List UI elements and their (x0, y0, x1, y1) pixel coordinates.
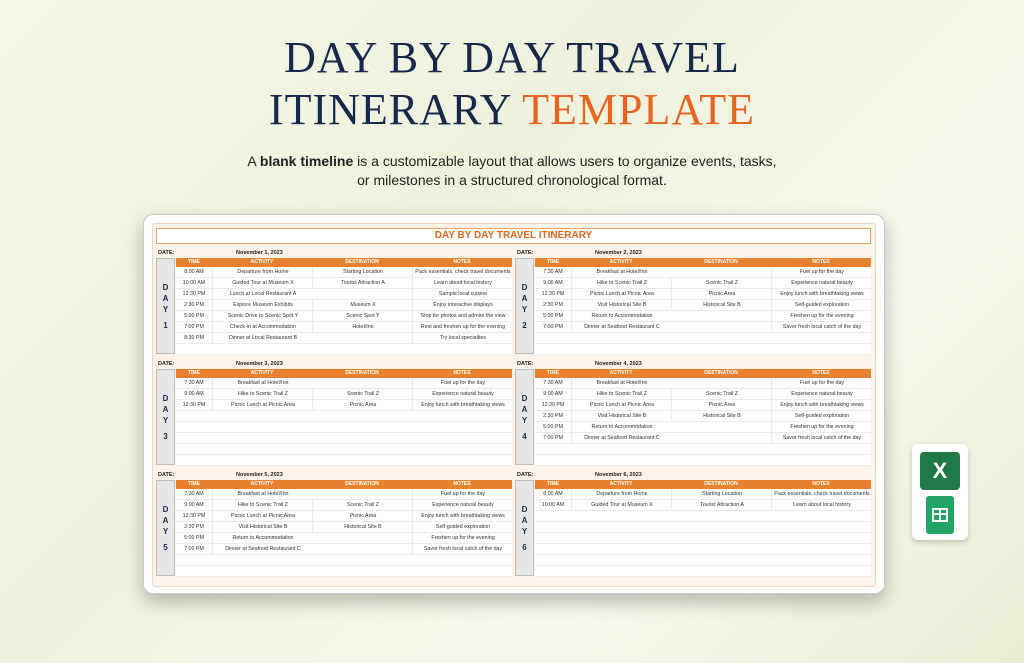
table-cell[interactable]: Freshen up for the evening (771, 311, 872, 322)
table-cell[interactable]: Dinner at Local Restaurant B (212, 333, 313, 344)
table-cell[interactable]: Experience natural beauty (771, 278, 872, 289)
table-row (535, 500, 871, 511)
table-cell[interactable]: 7:00 PM (184, 324, 204, 330)
table-row (535, 433, 871, 444)
table-cell[interactable]: 2:30 PM (184, 302, 204, 308)
day-letter: D (162, 504, 169, 514)
table-row (176, 322, 512, 333)
table-cell[interactable]: Explore Museum Exhibits (212, 300, 313, 311)
table-cell[interactable]: Pack essentials, check travel documents (771, 489, 872, 500)
table-cell[interactable]: 12:30 PM (182, 402, 206, 408)
table-cell[interactable]: Picnic Lunch at Picnic Area (212, 511, 313, 522)
table-cell[interactable]: Hike to Scenic Trail Z (212, 389, 313, 400)
app-logos (912, 444, 968, 540)
table-cell[interactable]: 9:00 AM (184, 391, 204, 397)
day-letter: D (521, 282, 528, 292)
table-cell[interactable]: Hotel/Inn (312, 322, 413, 333)
table-cell[interactable]: Enjoy lunch with breathtaking views (412, 400, 513, 411)
table-cell[interactable]: Visit Historical Site B (212, 522, 313, 533)
day-letter: Y (521, 526, 528, 536)
table-row (535, 289, 871, 300)
table-cell[interactable]: Savor fresh local catch of the day (771, 433, 872, 444)
table-row (535, 400, 871, 411)
table-header (535, 369, 871, 378)
table-cell[interactable]: Historical Site B (671, 411, 772, 422)
table-row (176, 489, 512, 500)
table-cell[interactable]: Museum X (312, 300, 413, 311)
table-row (176, 267, 512, 278)
table-row (176, 500, 512, 511)
title-itinerary: ITINERARY (268, 85, 511, 134)
table-body (176, 489, 512, 577)
table-row (176, 278, 512, 289)
day-block-3 (156, 359, 512, 466)
date-label: DATE: (517, 361, 534, 367)
table-cell[interactable]: Historical Site B (312, 522, 413, 533)
table-row (535, 411, 871, 422)
table-cell[interactable]: Picnic Lunch at Picnic Area (212, 400, 313, 411)
day-block-2 (515, 248, 871, 355)
day-number: 3 (163, 431, 168, 441)
table-row (535, 455, 871, 466)
table-cell[interactable]: Dinner at Seafood Restaurant C (571, 322, 672, 333)
table-header (535, 258, 871, 267)
date-label: DATE: (517, 250, 534, 256)
table-row (535, 333, 871, 344)
table-row (535, 533, 871, 544)
table-row (176, 389, 512, 400)
table-row (535, 555, 871, 566)
table-cell[interactable]: Dinner at Seafood Restaurant C (571, 433, 672, 444)
table-cell[interactable]: Picnic Area (671, 400, 772, 411)
table-row (176, 555, 512, 566)
day-label (515, 258, 534, 354)
table-cell[interactable]: Visit Historical Site B (571, 411, 672, 422)
table-cell[interactable]: 9:00 AM (543, 391, 563, 397)
column-header: ACTIVITY (609, 259, 633, 265)
table-cell[interactable]: Scenic Trail Z (312, 500, 413, 511)
table-cell[interactable]: 7:30 AM (184, 491, 204, 497)
table-cell[interactable]: Enjoy lunch with breathtaking views (771, 289, 872, 300)
table-cell[interactable]: 12:30 PM (182, 291, 206, 297)
day-block-1 (156, 248, 512, 355)
column-header: TIME (547, 259, 559, 265)
table-cell[interactable]: Picnic Area (671, 289, 772, 300)
date-value[interactable]: November 1, 2023 (236, 250, 283, 256)
table-row (535, 489, 871, 500)
table-cell[interactable]: Lunch at Local Restaurant A (212, 289, 313, 300)
day-letter: A (162, 293, 169, 303)
table-cell[interactable]: Guided Tour at Museum X (571, 500, 672, 511)
table-cell[interactable]: Freshen up for the evening (771, 422, 872, 433)
table-cell[interactable]: Fuel up for the day (771, 267, 872, 278)
column-header: ACTIVITY (609, 370, 633, 376)
column-header: ACTIVITY (250, 481, 274, 487)
table-cell[interactable]: Enjoy interactive displays (412, 300, 513, 311)
column-header: NOTES (453, 481, 471, 487)
column-header: ACTIVITY (250, 370, 274, 376)
table-cell[interactable]: Visit Historical Site B (571, 300, 672, 311)
excel-icon: X (920, 452, 960, 490)
table-row (176, 344, 512, 355)
table-cell[interactable]: Experience natural beauty (771, 389, 872, 400)
table-row (176, 289, 512, 300)
table-row (535, 522, 871, 533)
table-cell[interactable]: Check-in at Accommodation (212, 322, 313, 333)
table-cell[interactable]: Enjoy lunch with breathtaking views (771, 400, 872, 411)
table-cell[interactable]: Fuel up for the day (412, 489, 513, 500)
date-value[interactable]: November 4, 2023 (595, 361, 642, 367)
table-cell[interactable]: Learn about local history (412, 278, 513, 289)
subtitle-bold: blank timeline (259, 153, 354, 169)
subtitle-line-2: or milestones in a structured chronological format. (357, 172, 667, 188)
day-letter: A (521, 404, 528, 414)
table-cell[interactable]: 12:30 PM (541, 291, 565, 297)
column-header: TIME (188, 370, 200, 376)
date-row (515, 248, 871, 258)
column-header: DESTINATION (704, 259, 738, 265)
column-header: TIME (188, 481, 200, 487)
table-cell[interactable]: 7:30 AM (184, 380, 204, 386)
table-cell[interactable]: 5:00 PM (184, 313, 204, 319)
table-cell[interactable]: Pack essentials, check travel documents (412, 267, 513, 278)
table-cell[interactable]: 8:00 AM (543, 491, 563, 497)
table-cell[interactable]: Self-guided exploration (412, 522, 513, 533)
table-cell[interactable]: Return to Accommodation (571, 422, 672, 433)
table-body (176, 267, 512, 355)
table-cell[interactable]: Breakfast at Hotel/Inn (212, 489, 313, 500)
day-letter: Y (521, 304, 528, 314)
day-label (156, 480, 175, 576)
table-cell[interactable]: Scenic Spot Y (312, 311, 413, 322)
table-cell[interactable]: Hike to Scenic Trail Z (571, 389, 672, 400)
day-number: 6 (522, 542, 527, 552)
day-letter: A (162, 515, 169, 525)
table-cell[interactable]: 12:30 PM (182, 513, 206, 519)
table-row (176, 511, 512, 522)
table-row (176, 433, 512, 444)
table-cell[interactable]: Sample local cuisine (412, 289, 513, 300)
table-row (535, 344, 871, 355)
column-header: DESTINATION (704, 481, 738, 487)
table-row (176, 544, 512, 555)
table-body (176, 378, 512, 466)
day-label (515, 480, 534, 576)
table-cell[interactable]: 7:00 PM (184, 546, 204, 552)
column-header: TIME (547, 370, 559, 376)
column-header: TIME (188, 259, 200, 265)
table-cell[interactable]: Breakfast at Hotel/Inn (212, 378, 313, 389)
table-cell[interactable]: 9:00 AM (184, 502, 204, 508)
day-number: 1 (163, 320, 168, 330)
table-cell[interactable]: Dinner at Seafood Restaurant C (212, 544, 313, 555)
day-block-6 (515, 470, 871, 577)
day-letter: A (521, 515, 528, 525)
table-row (176, 311, 512, 322)
subtitle-prefix: A (247, 153, 260, 169)
table-row (176, 378, 512, 389)
table-cell[interactable]: Experience natural beauty (412, 389, 513, 400)
table-cell[interactable]: Fuel up for the day (412, 378, 513, 389)
day-letter: Y (521, 415, 528, 425)
date-row (515, 359, 871, 369)
day-letter: D (521, 393, 528, 403)
table-cell[interactable]: Departure from Home (212, 267, 313, 278)
table-header (535, 480, 871, 489)
table-row (176, 566, 512, 577)
subtitle (0, 152, 1024, 190)
table-cell[interactable]: Starting Location (312, 267, 413, 278)
table-cell[interactable]: Try local specialties (412, 333, 513, 344)
google-sheets-icon (926, 496, 954, 534)
table-body (535, 378, 871, 466)
table-cell[interactable]: Enjoy lunch with breathtaking views (412, 511, 513, 522)
table-header (176, 480, 512, 489)
table-cell[interactable]: Tourist Attraction A (671, 500, 772, 511)
table-row (535, 544, 871, 555)
table-row (176, 400, 512, 411)
table-cell[interactable]: 8:30 PM (184, 335, 204, 341)
table-cell[interactable]: Scenic Trail Z (312, 389, 413, 400)
table-cell[interactable]: 2:30 PM (184, 524, 204, 530)
table-cell[interactable]: Departure from Home (571, 489, 672, 500)
table-cell[interactable]: Learn about local history (771, 500, 872, 511)
table-cell[interactable]: 10:00 AM (182, 280, 206, 286)
itinerary-sheet (152, 223, 876, 587)
day-letter: Y (162, 526, 169, 536)
column-header: TIME (547, 481, 559, 487)
column-header: DESTINATION (345, 259, 379, 265)
date-row (156, 470, 512, 480)
date-label: DATE: (158, 472, 175, 478)
table-row (176, 522, 512, 533)
table-row (176, 533, 512, 544)
column-header: DESTINATION (345, 370, 379, 376)
date-label: DATE: (517, 472, 534, 478)
table-cell[interactable]: Picnic Lunch at Picnic Area (571, 289, 672, 300)
table-cell[interactable]: Guided Tour at Museum X (212, 278, 313, 289)
day-number: 2 (522, 320, 527, 330)
table-cell[interactable]: 7:00 PM (543, 324, 563, 330)
day-label (156, 258, 175, 354)
table-cell[interactable]: Historical Site B (671, 300, 772, 311)
spreadsheet-preview (143, 214, 885, 594)
table-cell[interactable]: Hike to Scenic Trail Z (571, 278, 672, 289)
table-body (535, 267, 871, 355)
table-cell[interactable]: Return to Accommodation (212, 533, 313, 544)
page-title-line-2 (0, 85, 1024, 135)
table-cell[interactable]: Picnic Area (312, 400, 413, 411)
column-header: ACTIVITY (250, 259, 274, 265)
table-row (535, 389, 871, 400)
day-number: 4 (522, 431, 527, 441)
table-cell[interactable]: Fuel up for the day (771, 378, 872, 389)
table-cell[interactable]: Scenic Trail Z (671, 278, 772, 289)
date-value[interactable]: November 6, 2023 (595, 472, 642, 478)
date-value[interactable]: November 3, 2023 (236, 361, 283, 367)
day-letter: Y (162, 415, 169, 425)
table-row (535, 300, 871, 311)
column-header: DESTINATION (704, 370, 738, 376)
table-header (176, 258, 512, 267)
table-row (535, 566, 871, 577)
day-number: 5 (163, 542, 168, 552)
page-title-line-1: DAY BY DAY TRAVEL (284, 33, 740, 82)
table-cell[interactable]: 2:30 PM (543, 413, 563, 419)
date-row (515, 470, 871, 480)
date-label: DATE: (158, 361, 175, 367)
table-header (176, 369, 512, 378)
table-cell[interactable]: Savor fresh local catch of the day (771, 322, 872, 333)
table-cell[interactable]: Savor fresh local catch of the day (412, 544, 513, 555)
table-row (176, 455, 512, 466)
day-block-4 (515, 359, 871, 466)
table-row (535, 278, 871, 289)
table-row (176, 333, 512, 344)
column-header: NOTES (812, 481, 830, 487)
table-row (176, 300, 512, 311)
day-block-5 (156, 470, 512, 577)
table-cell[interactable]: Breakfast at Hotel/Inn (571, 267, 672, 278)
date-value[interactable]: November 5, 2023 (236, 472, 283, 478)
column-header: NOTES (453, 259, 471, 265)
table-cell[interactable]: 7:00 PM (543, 435, 563, 441)
table-body (535, 489, 871, 577)
table-cell[interactable]: 8:00 AM (184, 269, 204, 275)
day-letter: A (521, 293, 528, 303)
table-cell[interactable]: Stop for photos and admire the view (412, 311, 513, 322)
table-cell[interactable]: Scenic Trail Z (671, 389, 772, 400)
table-cell[interactable]: 10:00 AM (541, 502, 565, 508)
table-cell[interactable]: Hike to Scenic Trail Z (212, 500, 313, 511)
table-cell[interactable]: Self-guided exploration (771, 300, 872, 311)
table-cell[interactable]: 7:30 AM (543, 269, 563, 275)
column-header: DESTINATION (345, 481, 379, 487)
date-value[interactable]: November 2, 2023 (595, 250, 642, 256)
sheet-banner: DAY BY DAY TRAVEL ITINERARY (156, 228, 871, 244)
table-row (176, 411, 512, 422)
table-cell[interactable]: 7:30 AM (543, 380, 563, 386)
table-row (535, 267, 871, 278)
table-cell[interactable]: 12:30 PM (541, 402, 565, 408)
table-row (535, 444, 871, 455)
table-cell[interactable]: Picnic Area (312, 511, 413, 522)
table-cell[interactable]: 5:00 PM (543, 424, 563, 430)
table-row (176, 422, 512, 433)
table-cell[interactable]: Self-guided exploration (771, 411, 872, 422)
date-row (156, 359, 512, 369)
table-row (176, 444, 512, 455)
table-cell[interactable]: Rest and freshen up for the evening (412, 322, 513, 333)
title-template: TEMPLATE (522, 85, 756, 134)
table-row (535, 378, 871, 389)
table-cell[interactable]: Freshen up for the evening (412, 533, 513, 544)
table-cell[interactable]: Return to Accommodation (571, 311, 672, 322)
table-cell[interactable]: 9:00 AM (543, 280, 563, 286)
table-row (535, 311, 871, 322)
table-cell[interactable]: Experience natural beauty (412, 500, 513, 511)
day-label (515, 369, 534, 465)
table-cell[interactable]: 2:30 PM (543, 302, 563, 308)
column-header: NOTES (453, 370, 471, 376)
table-cell[interactable]: Starting Location (671, 489, 772, 500)
table-row (535, 422, 871, 433)
column-header: NOTES (812, 259, 830, 265)
day-label (156, 369, 175, 465)
date-label: DATE: (158, 250, 175, 256)
day-letter: D (162, 282, 169, 292)
day-letter: Y (162, 304, 169, 314)
table-cell[interactable]: 5:00 PM (184, 535, 204, 541)
day-letter: D (162, 393, 169, 403)
table-cell[interactable]: Tourist Attraction A (312, 278, 413, 289)
column-header: NOTES (812, 370, 830, 376)
table-cell[interactable]: 5:00 PM (543, 313, 563, 319)
table-row (535, 511, 871, 522)
table-cell[interactable]: Breakfast at Hotel/Inn (571, 378, 672, 389)
day-letter: A (162, 404, 169, 414)
table-cell[interactable]: Scenic Drive to Scenic Spot Y (212, 311, 313, 322)
date-row (156, 248, 512, 258)
column-header: ACTIVITY (609, 481, 633, 487)
table-cell[interactable]: Picnic Lunch at Picnic Area (571, 400, 672, 411)
table-row (535, 322, 871, 333)
subtitle-rest: is a customizable layout that allows users to organize events, tasks, (353, 153, 777, 169)
day-letter: D (521, 504, 528, 514)
